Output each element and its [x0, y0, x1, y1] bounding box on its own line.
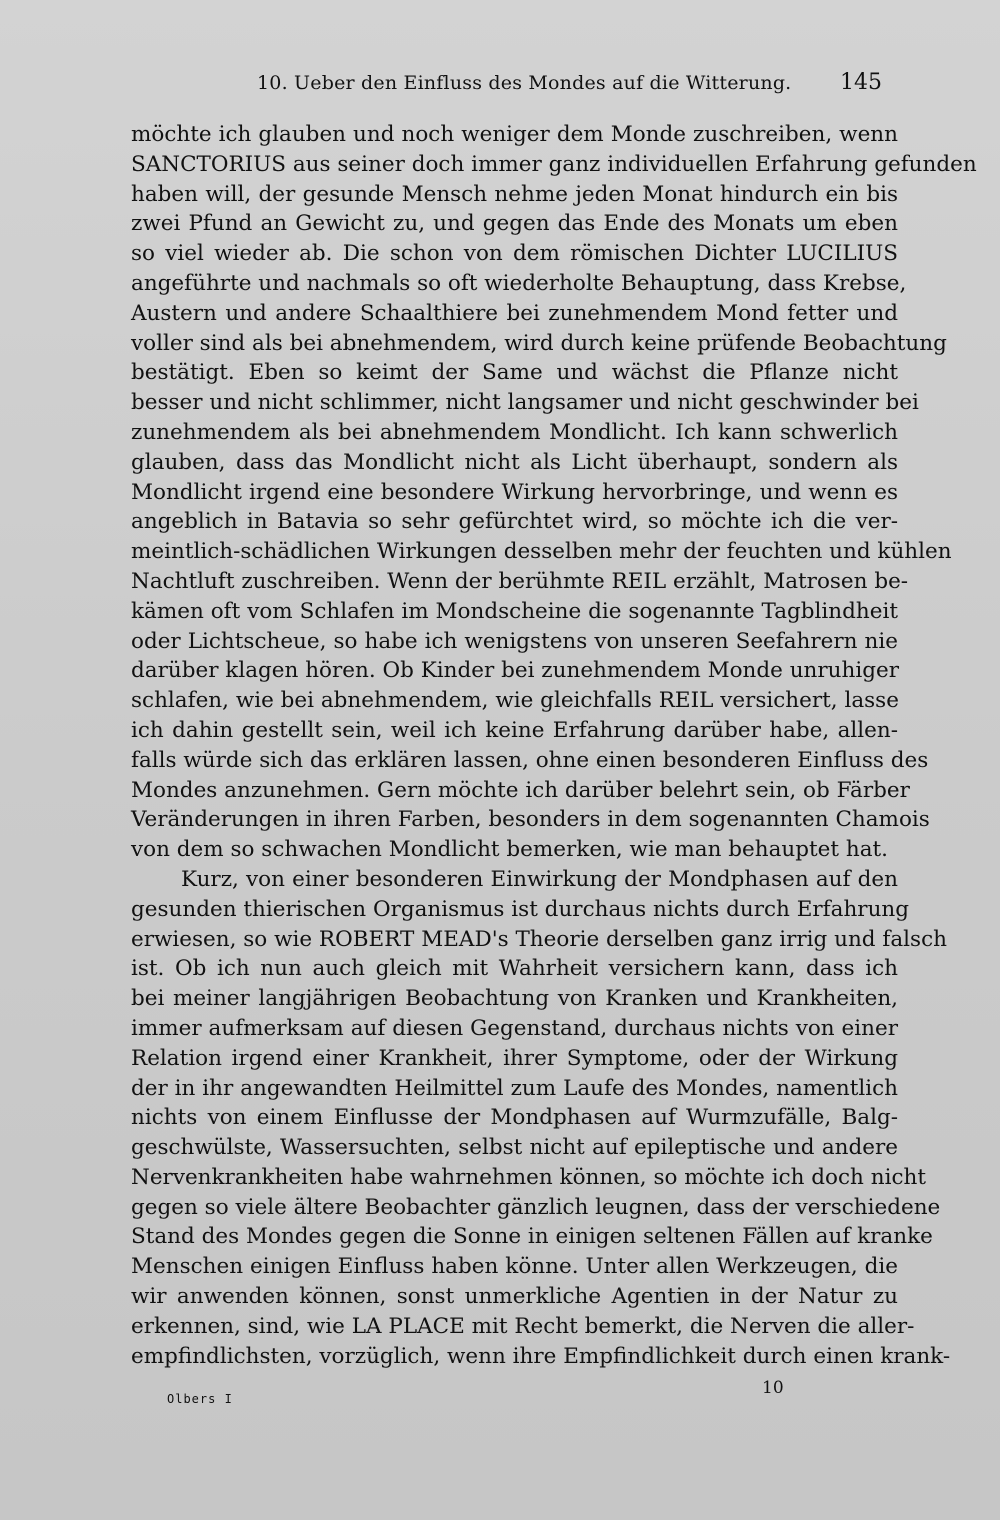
text-line: Nervenkrankheiten habe wahrnehmen können, so möchte ich doch nicht — [131, 1164, 926, 1190]
text-line: bestätigt. Eben so keimt der Same und wächst die Pflanze nicht — [131, 360, 898, 386]
text-line: immer aufmerksam auf diesen Gegenstand, durchaus nichts von einer — [131, 1015, 898, 1041]
text-line: angeführte und nachmals so oft wiederholte Behauptung, dass Krebse, — [131, 270, 907, 296]
text-line: schlafen, wie bei abnehmendem, wie gleichfalls REIL versichert, lasse — [131, 688, 899, 714]
text-line: möchte ich glauben und noch weniger dem Monde zuschreiben, wenn — [131, 122, 898, 147]
text-line: falls würde sich das erklären lassen, ohne einen besonderen Einfluss des — [131, 747, 929, 773]
text-line: voller sind als bei abnehmendem, wird durch keine prüfende Beobachtung — [131, 330, 947, 356]
text-line: Veränderungen in ihren Farben, besonders in dem sogenannten Chamois — [131, 807, 930, 833]
text-line: bei meiner langjährigen Beobachtung von Kranken und Krankheiten, — [131, 986, 898, 1012]
text-line: haben will, der gesunde Mensch nehme jeden Monat hindurch ein bis — [131, 181, 898, 207]
text-line: gegen so viele ältere Beobachter gänzlich leugnen, dass der verschiedene — [131, 1194, 941, 1220]
text-line: meintlich-schädlichen Wirkungen desselben mehr der feuchten und kühlen — [131, 539, 952, 565]
text-line: glauben, dass das Mondlicht nicht als Licht überhaupt, sondern als — [131, 449, 898, 475]
text-line: Kurz, von einer besonderen Einwirkung der Mondphasen auf den — [181, 866, 898, 892]
text-line: Menschen einigen Einfluss haben könne. Unter allen Werkzeugen, die — [131, 1254, 898, 1280]
text-line: zunehmendem als bei abnehmendem Mondlicht. Ich kann schwerlich — [131, 419, 898, 445]
running-title: 10. Ueber den Einfluss des Mondes auf die Witterung. — [257, 72, 792, 94]
body-text — [131, 120, 977, 1371]
text-line: Austern und andere Schaalthiere bei zunehmendem Mond fetter und — [131, 300, 898, 326]
text-line: wir anwenden können, sonst unmerkliche Agentien in der Natur zu — [131, 1284, 898, 1310]
text-line: ist. Ob ich nun auch gleich mit Wahrheit versichern kann, dass ich — [131, 956, 898, 982]
text-line: oder Lichtscheue, so habe ich wenigstens von unseren Seefahrern nie — [131, 628, 898, 654]
text-line: nichts von einem Einflusse der Mondphasen auf Wurmzufälle, Balg- — [131, 1105, 898, 1131]
text-line: so viel wieder ab. Die schon von dem römischen Dichter LUCILIUS — [131, 241, 898, 267]
text-line: besser und nicht schlimmer, nicht langsamer und nicht geschwinder bei — [131, 390, 919, 416]
text-line: erwiesen, so wie ROBERT MEAD's Theorie derselben ganz irrig und falsch — [131, 926, 947, 952]
text-line: gesunden thierischen Organismus ist durchaus nichts durch Erfahrung — [131, 896, 910, 922]
text-line: ich dahin gestellt sein, weil ich keine Erfahrung darüber habe, allen- — [131, 717, 898, 743]
sheet-number: 10 — [762, 1378, 784, 1398]
text-line: von dem so schwachen Mondlicht bemerken, wie man behauptet hat. — [131, 837, 889, 863]
text-line: der in ihr angewandten Heilmittel zum Laufe des Mondes, namentlich — [131, 1075, 898, 1101]
text-line: kämen oft vom Schlafen im Mondscheine die sogenannte Tagblindheit — [131, 598, 898, 624]
text-line: empfindlichsten, vorzüglich, wenn ihre Empfindlichkeit durch einen krank- — [131, 1343, 951, 1369]
text-line: Mondlicht irgend eine besondere Wirkung hervorbringe, und wenn es — [131, 479, 898, 505]
text-line: zwei Pfund an Gewicht zu, und gegen das Ende des Monats um eben — [131, 211, 898, 237]
printer-signature: Olbers I — [167, 1392, 233, 1406]
text-line: Nachtluft zuschreiben. Wenn der berühmte REIL erzählt, Matrosen be- — [131, 568, 909, 594]
text-line: Relation irgend einer Krankheit, ihrer Symptome, oder der Wirkung — [131, 1045, 898, 1071]
page-number: 145 — [840, 70, 882, 95]
text-line: erkennen, sind, wie LA PLACE mit Recht bemerkt, die Nerven die aller- — [131, 1313, 915, 1339]
text-line: geschwülste, Wassersuchten, selbst nicht auf epileptische und andere — [131, 1135, 898, 1161]
text-line: Mondes anzunehmen. Gern möchte ich darüber belehrt sein, ob Färber — [131, 777, 910, 803]
text-line: angeblich in Batavia so sehr gefürchtet wird, so möchte ich die ver- — [131, 509, 898, 535]
text-line: Stand des Mondes gegen die Sonne in einigen seltenen Fällen auf kranke — [131, 1224, 933, 1250]
text-line: darüber klagen hören. Ob Kinder bei zunehmendem Monde unruhiger — [131, 658, 899, 684]
text-line: SANCTORIUS aus seiner doch immer ganz individuellen Erfahrung gefunden — [131, 151, 977, 177]
